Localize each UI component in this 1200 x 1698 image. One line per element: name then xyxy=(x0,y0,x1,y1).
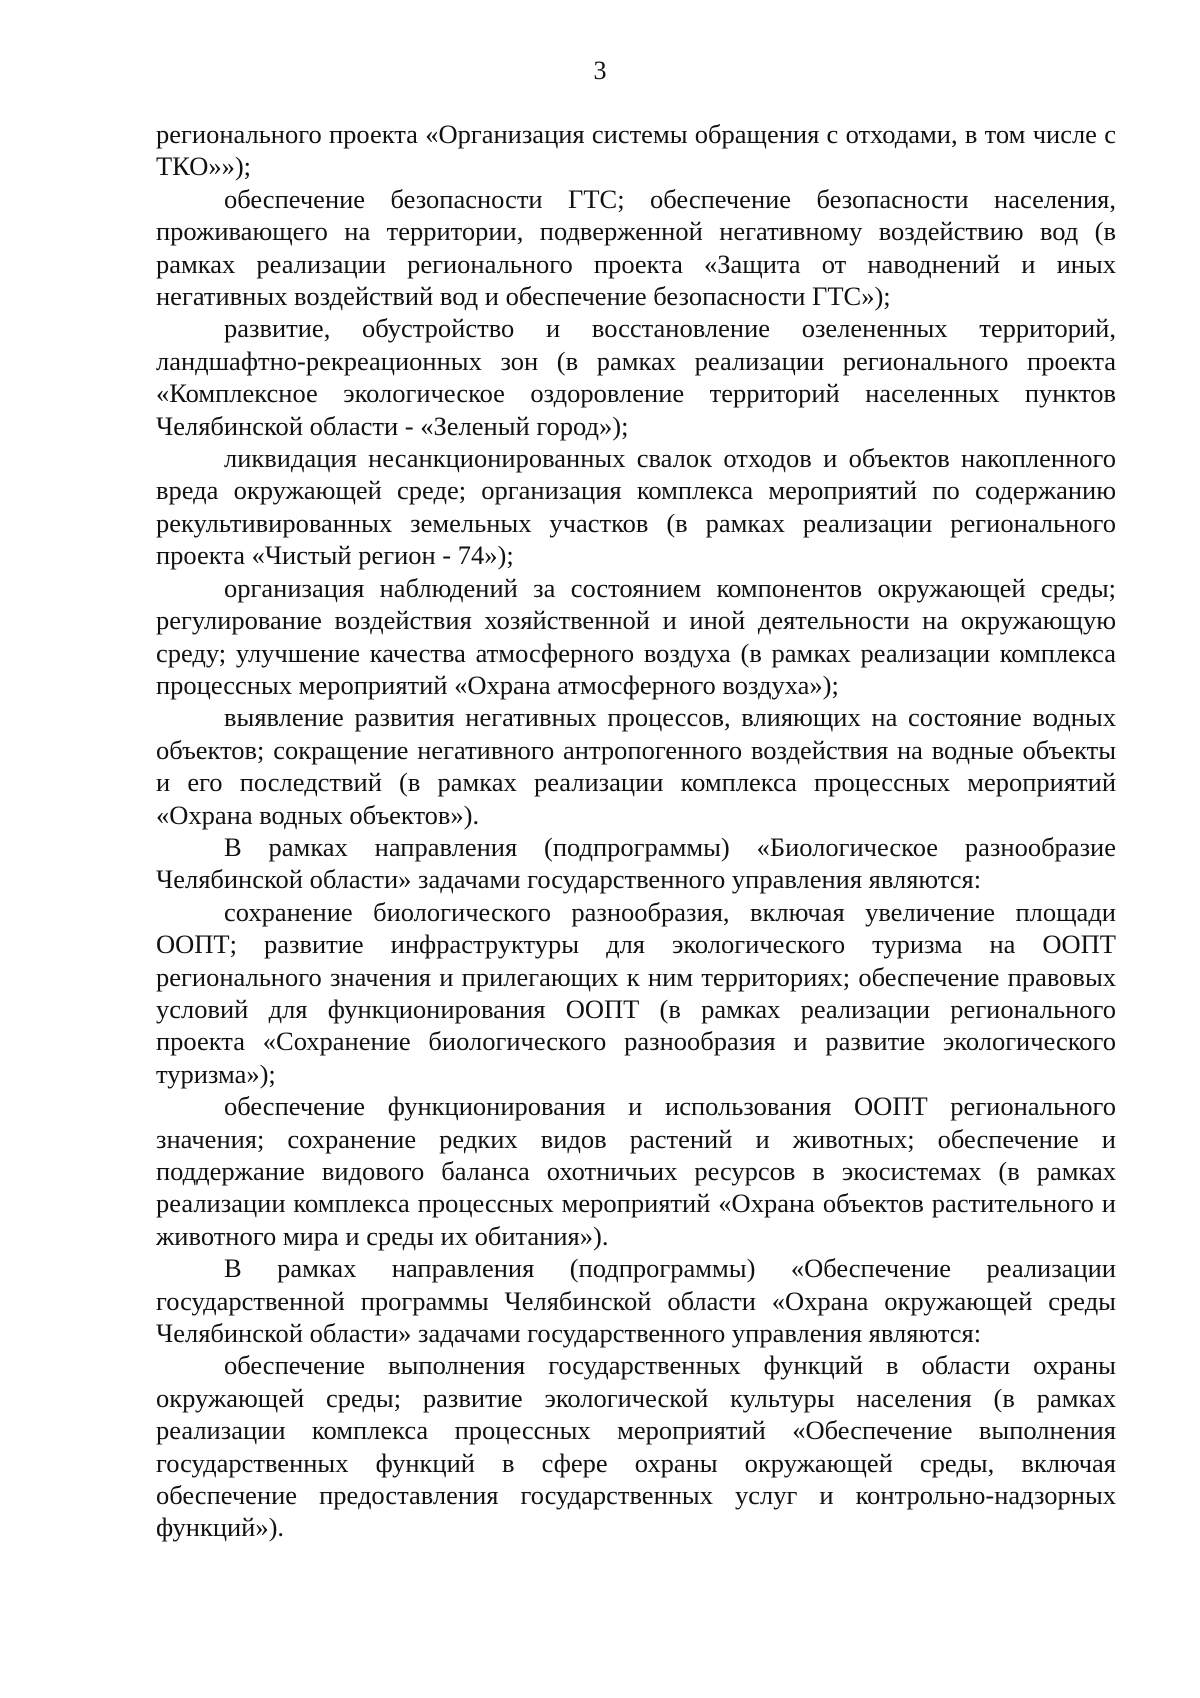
paragraph-continuation: регионального проекта «Организация системы обращения с отходами, в том числе с ТКО»»); xyxy=(156,119,1116,182)
paragraph-biodiversity-intro: В рамках направления (подпрограммы) «Биологическое разнообразие Челябинской области» задачами государственного управления являются: xyxy=(156,831,1116,895)
paragraph-program-support-intro: В рамках направления (подпрограммы) «Обеспечение реализации государственной программы Челябинской области «Охрана окружающей среды Челябинской области» задачами государственного управления являются: xyxy=(156,1253,1116,1349)
document-body xyxy=(156,118,1116,1544)
paragraph-environment-monitoring: организация наблюдений за состоянием компонентов окружающей среды; регулирование воздействия хозяйственной и иной деятельности на окружающую среду; улучшение качества атмосферного воздуха (в рамках реализации комплекса процессных мероприятий «Охрана атмосферного воздуха»); xyxy=(156,572,1116,700)
paragraph-protected-areas: обеспечение функционирования и использования ООПТ регионального значения; сохранение редких видов растений и животных; обеспечение и поддержание видового баланса охотничьих ресурсов в экосистемах (в рамках реализации комплекса процессных мероприятий «Охрана объектов растительного и животного мира и среды их обитания»). xyxy=(156,1091,1116,1251)
paragraph-hts-safety: обеспечение безопасности ГТС; обеспечение безопасности населения, проживающего на территории, подверженной негативному воздействию вод (в рамках реализации регионального проекта «Защита от наводнений и иных негативных воздействий вод и обеспечение безопасности ГТС»); xyxy=(156,183,1116,312)
paragraph-green-areas: развитие, обустройство и восстановление озелененных территорий, ландшафтно-рекреационных зон (в рамках реализации регионального проекта «Комплексное экологическое оздоровление территорий населенных пунктов Челябинской области - «Зеленый город»); xyxy=(156,313,1116,441)
page-number: 3 xyxy=(593,56,607,85)
paragraph-biodiversity-preservation: сохранение биологического разнообразия, включая увеличение площади ООПТ; развитие инфраструктуры для экологического туризма на ООПТ регионального значения и прилегающих к ним территориях; обеспечение правовых условий для функционирования ООПТ (в рамках реализации регионального проекта «Сохранение биологического разнообразия и развитие экологического туризма»); xyxy=(156,896,1116,1089)
paragraph-water-objects: выявление развития негативных процессов, влияющих на состояние водных объектов; сокращение негативного антропогенного воздействия на водные объекты и его последствий (в рамках реализации комплекса процессных мероприятий «Охрана водных объектов»). xyxy=(156,702,1116,830)
paragraph-state-functions: обеспечение выполнения государственных функций в области охраны окружающей среды; развитие экологической культуры населения (в рамках реализации комплекса процессных мероприятий «Обеспечение выполнения государственных функций в сфере охраны окружающей среды, включая обеспечение предоставления государственных услуг и контрольно-надзорных функций»). xyxy=(156,1350,1116,1543)
paragraph-landfill-liquidation: ликвидация несанкционированных свалок отходов и объектов накопленного вреда окружающей среде; организация комплекса мероприятий по содержанию рекультивированных земельных участков (в рамках реализации регионального проекта «Чистый регион - 74»); xyxy=(156,443,1116,571)
